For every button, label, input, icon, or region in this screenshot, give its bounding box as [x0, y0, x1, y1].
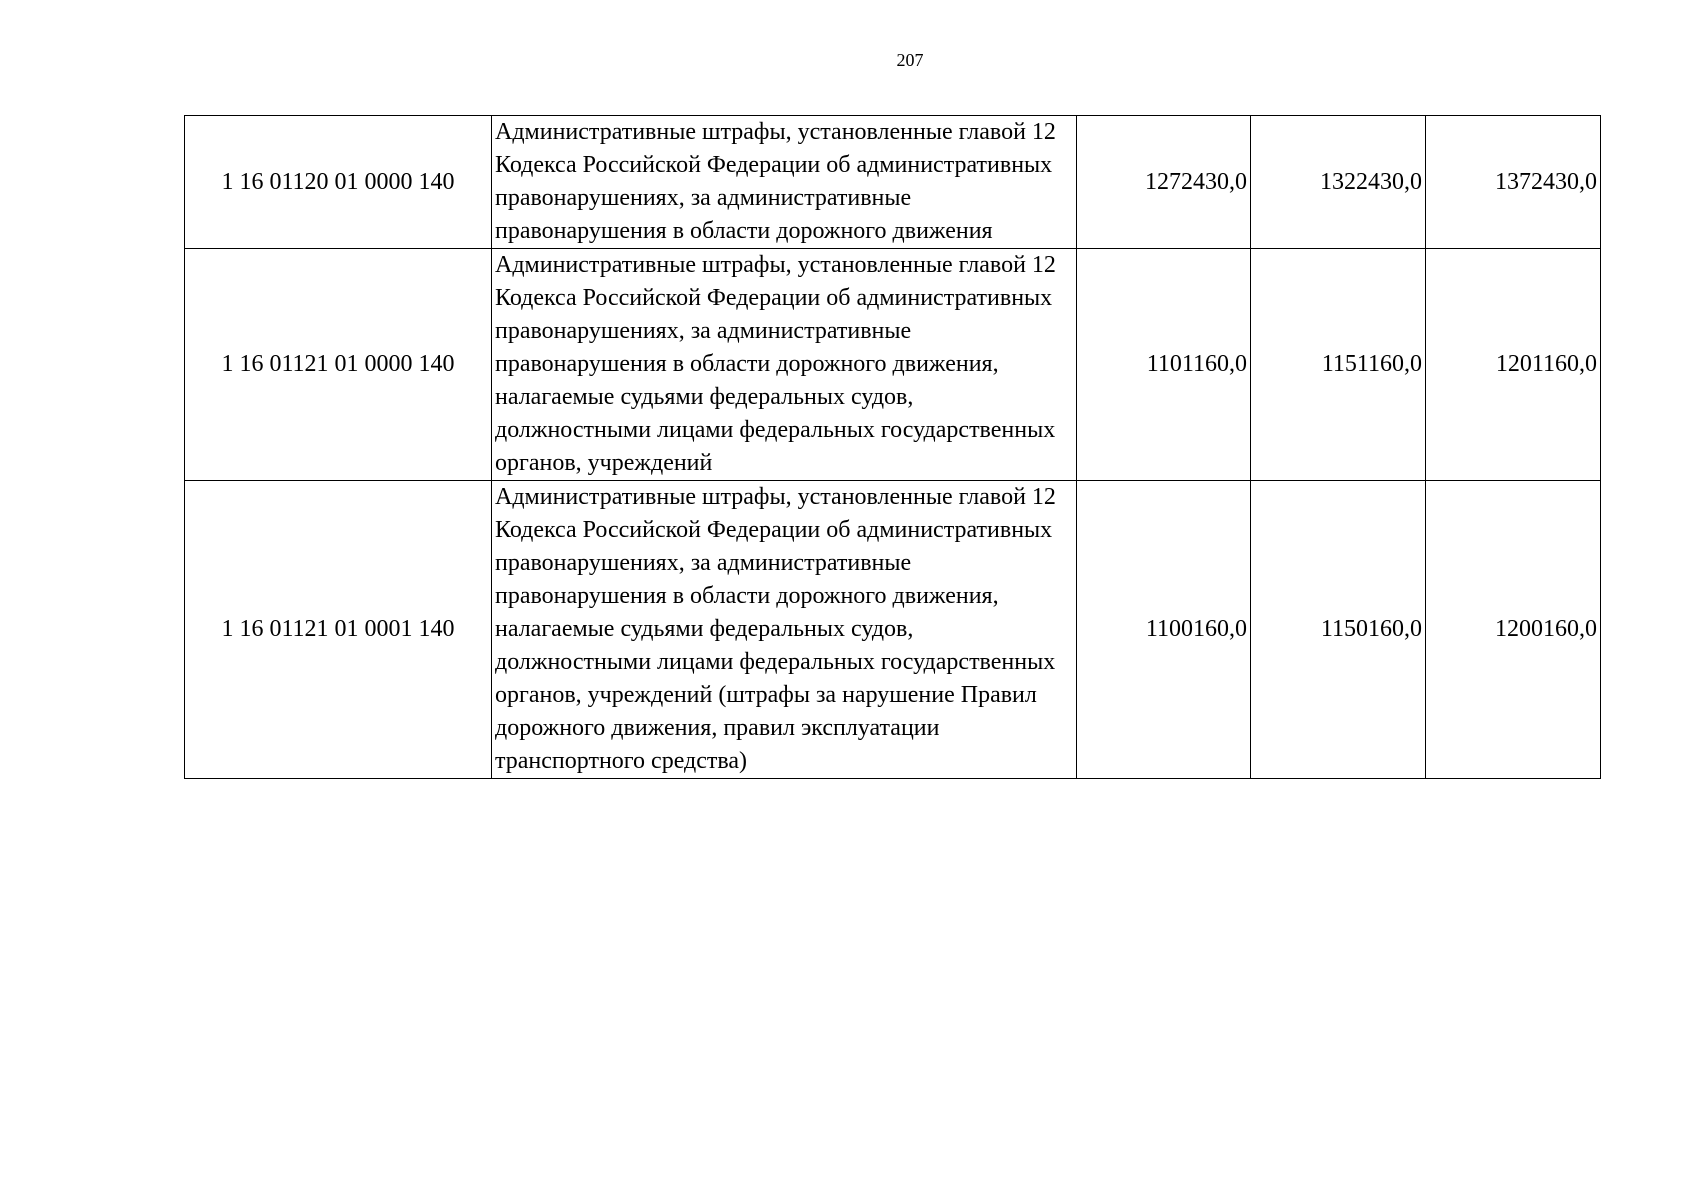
amount-year-3-cell: 1201160,0: [1426, 249, 1601, 481]
amount-year-2-cell: 1151160,0: [1251, 249, 1426, 481]
amount-year-1-cell: 1100160,0: [1077, 481, 1251, 779]
revenue-description-cell: Административные штрафы, установленные главой 12 Кодекса Российской Федерации об административных правонарушениях, за административные правонарушения в области дорожного движения, налагаемые судьями федеральных судов, должностными лицами федеральных государственных органов, учреждений: [492, 249, 1077, 481]
amount-year-1-cell: 1101160,0: [1077, 249, 1251, 481]
amount-year-3-cell: 1372430,0: [1426, 116, 1601, 249]
table-row: [185, 481, 1601, 779]
table-row: [185, 249, 1601, 481]
amount-year-1-cell: 1272430,0: [1077, 116, 1251, 249]
budget-revenue-table: [184, 115, 1601, 779]
amount-year-3-cell: 1200160,0: [1426, 481, 1601, 779]
table-row: [185, 116, 1601, 249]
revenue-description-cell: Административные штрафы, установленные главой 12 Кодекса Российской Федерации об административных правонарушениях, за административные правонарушения в области дорожного движения, налагаемые судьями федеральных судов, должностными лицами федеральных государственных органов, учреждений (штрафы за нарушение Правил дорожного движения, правил эксплуатации транспортного средства): [492, 481, 1077, 779]
page-number: 207: [896, 50, 924, 70]
revenue-code-cell: 1 16 01120 01 0000 140: [185, 116, 492, 249]
revenue-description-cell: Административные штрафы, установленные главой 12 Кодекса Российской Федерации об административных правонарушениях, за административные правонарушения в области дорожного движения: [492, 116, 1077, 249]
revenue-code-cell: 1 16 01121 01 0001 140: [185, 481, 492, 779]
amount-year-2-cell: 1322430,0: [1251, 116, 1426, 249]
revenue-code-cell: 1 16 01121 01 0000 140: [185, 249, 492, 481]
amount-year-2-cell: 1150160,0: [1251, 481, 1426, 779]
